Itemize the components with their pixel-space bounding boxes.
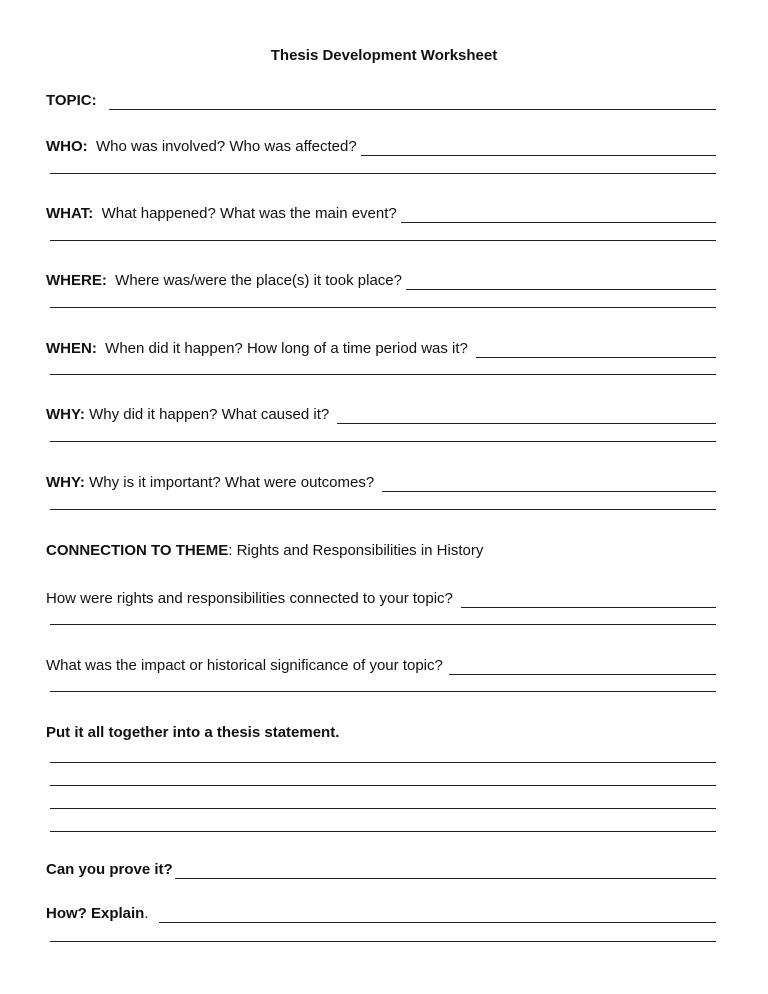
what-answer-line-2[interactable] [50,240,716,241]
where-row [46,270,716,290]
why-cause-answer-line[interactable] [337,408,716,424]
how-suffix: . [144,905,149,922]
who-row [46,136,716,156]
what-question: What happened? What was the main event? [101,205,397,222]
why-importance-answer-line[interactable] [382,476,716,492]
when-answer-line-2[interactable] [50,374,716,375]
impact-row [46,655,716,675]
topic-label: TOPIC: [46,92,97,109]
page-title: Thesis Development Worksheet [270,47,498,64]
impact-answer-line-2[interactable] [50,691,716,692]
impact-answer-line[interactable] [449,659,716,675]
when-label: WHEN: [46,340,97,357]
why-importance-label: WHY: [46,474,85,491]
why-importance-row [46,472,716,492]
thesis-line-1[interactable] [50,762,716,763]
who-question: Who was involved? Who was affected? [96,138,357,155]
impact-question: What was the impact or historical significance of your topic? [46,657,443,674]
topic-row [46,90,716,110]
thesis-line-4[interactable] [50,831,716,832]
how-label: How? Explain [46,905,145,922]
rights-answer-line-2[interactable] [50,624,716,625]
rights-row [46,588,716,608]
who-answer-line[interactable] [361,140,716,156]
thesis-line-3[interactable] [50,808,716,809]
where-answer-line-2[interactable] [50,307,716,308]
when-question: When did it happen? How long of a time period was it? [105,340,468,357]
thesis-heading: Put it all together into a thesis statement. [46,724,340,741]
connection-label: CONNECTION TO THEME [46,542,229,559]
topic-answer-line[interactable] [109,94,716,110]
where-answer-line[interactable] [406,274,716,290]
how-answer-line-2[interactable] [50,941,716,942]
where-label: WHERE: [46,272,107,289]
prove-label: Can you prove it? [46,861,173,878]
who-answer-line-2[interactable] [50,173,716,174]
thesis-line-2[interactable] [50,785,716,786]
what-row [46,203,716,223]
who-label: WHO: [46,138,88,155]
when-answer-line[interactable] [476,342,716,358]
why-cause-label: WHY: [46,406,85,423]
what-label: WHAT: [46,205,94,222]
why-importance-answer-line-2[interactable] [50,509,716,510]
prove-answer-line[interactable] [175,863,716,879]
rights-answer-line[interactable] [461,592,716,608]
when-row [46,338,716,358]
why-cause-question: Why did it happen? What caused it? [89,406,330,423]
rights-question: How were rights and responsibilities connected to your topic? [46,590,453,607]
how-row [46,903,716,923]
how-answer-line[interactable] [159,907,716,923]
connection-to-theme [46,542,483,560]
why-cause-answer-line-2[interactable] [50,441,716,442]
why-importance-question: Why is it important? What were outcomes? [89,474,375,491]
connection-theme: : Rights and Responsibilities in History [228,542,484,559]
prove-row [46,859,716,879]
where-question: Where was/were the place(s) it took place? [115,272,402,289]
what-answer-line[interactable] [401,207,716,223]
why-cause-row [46,404,716,424]
